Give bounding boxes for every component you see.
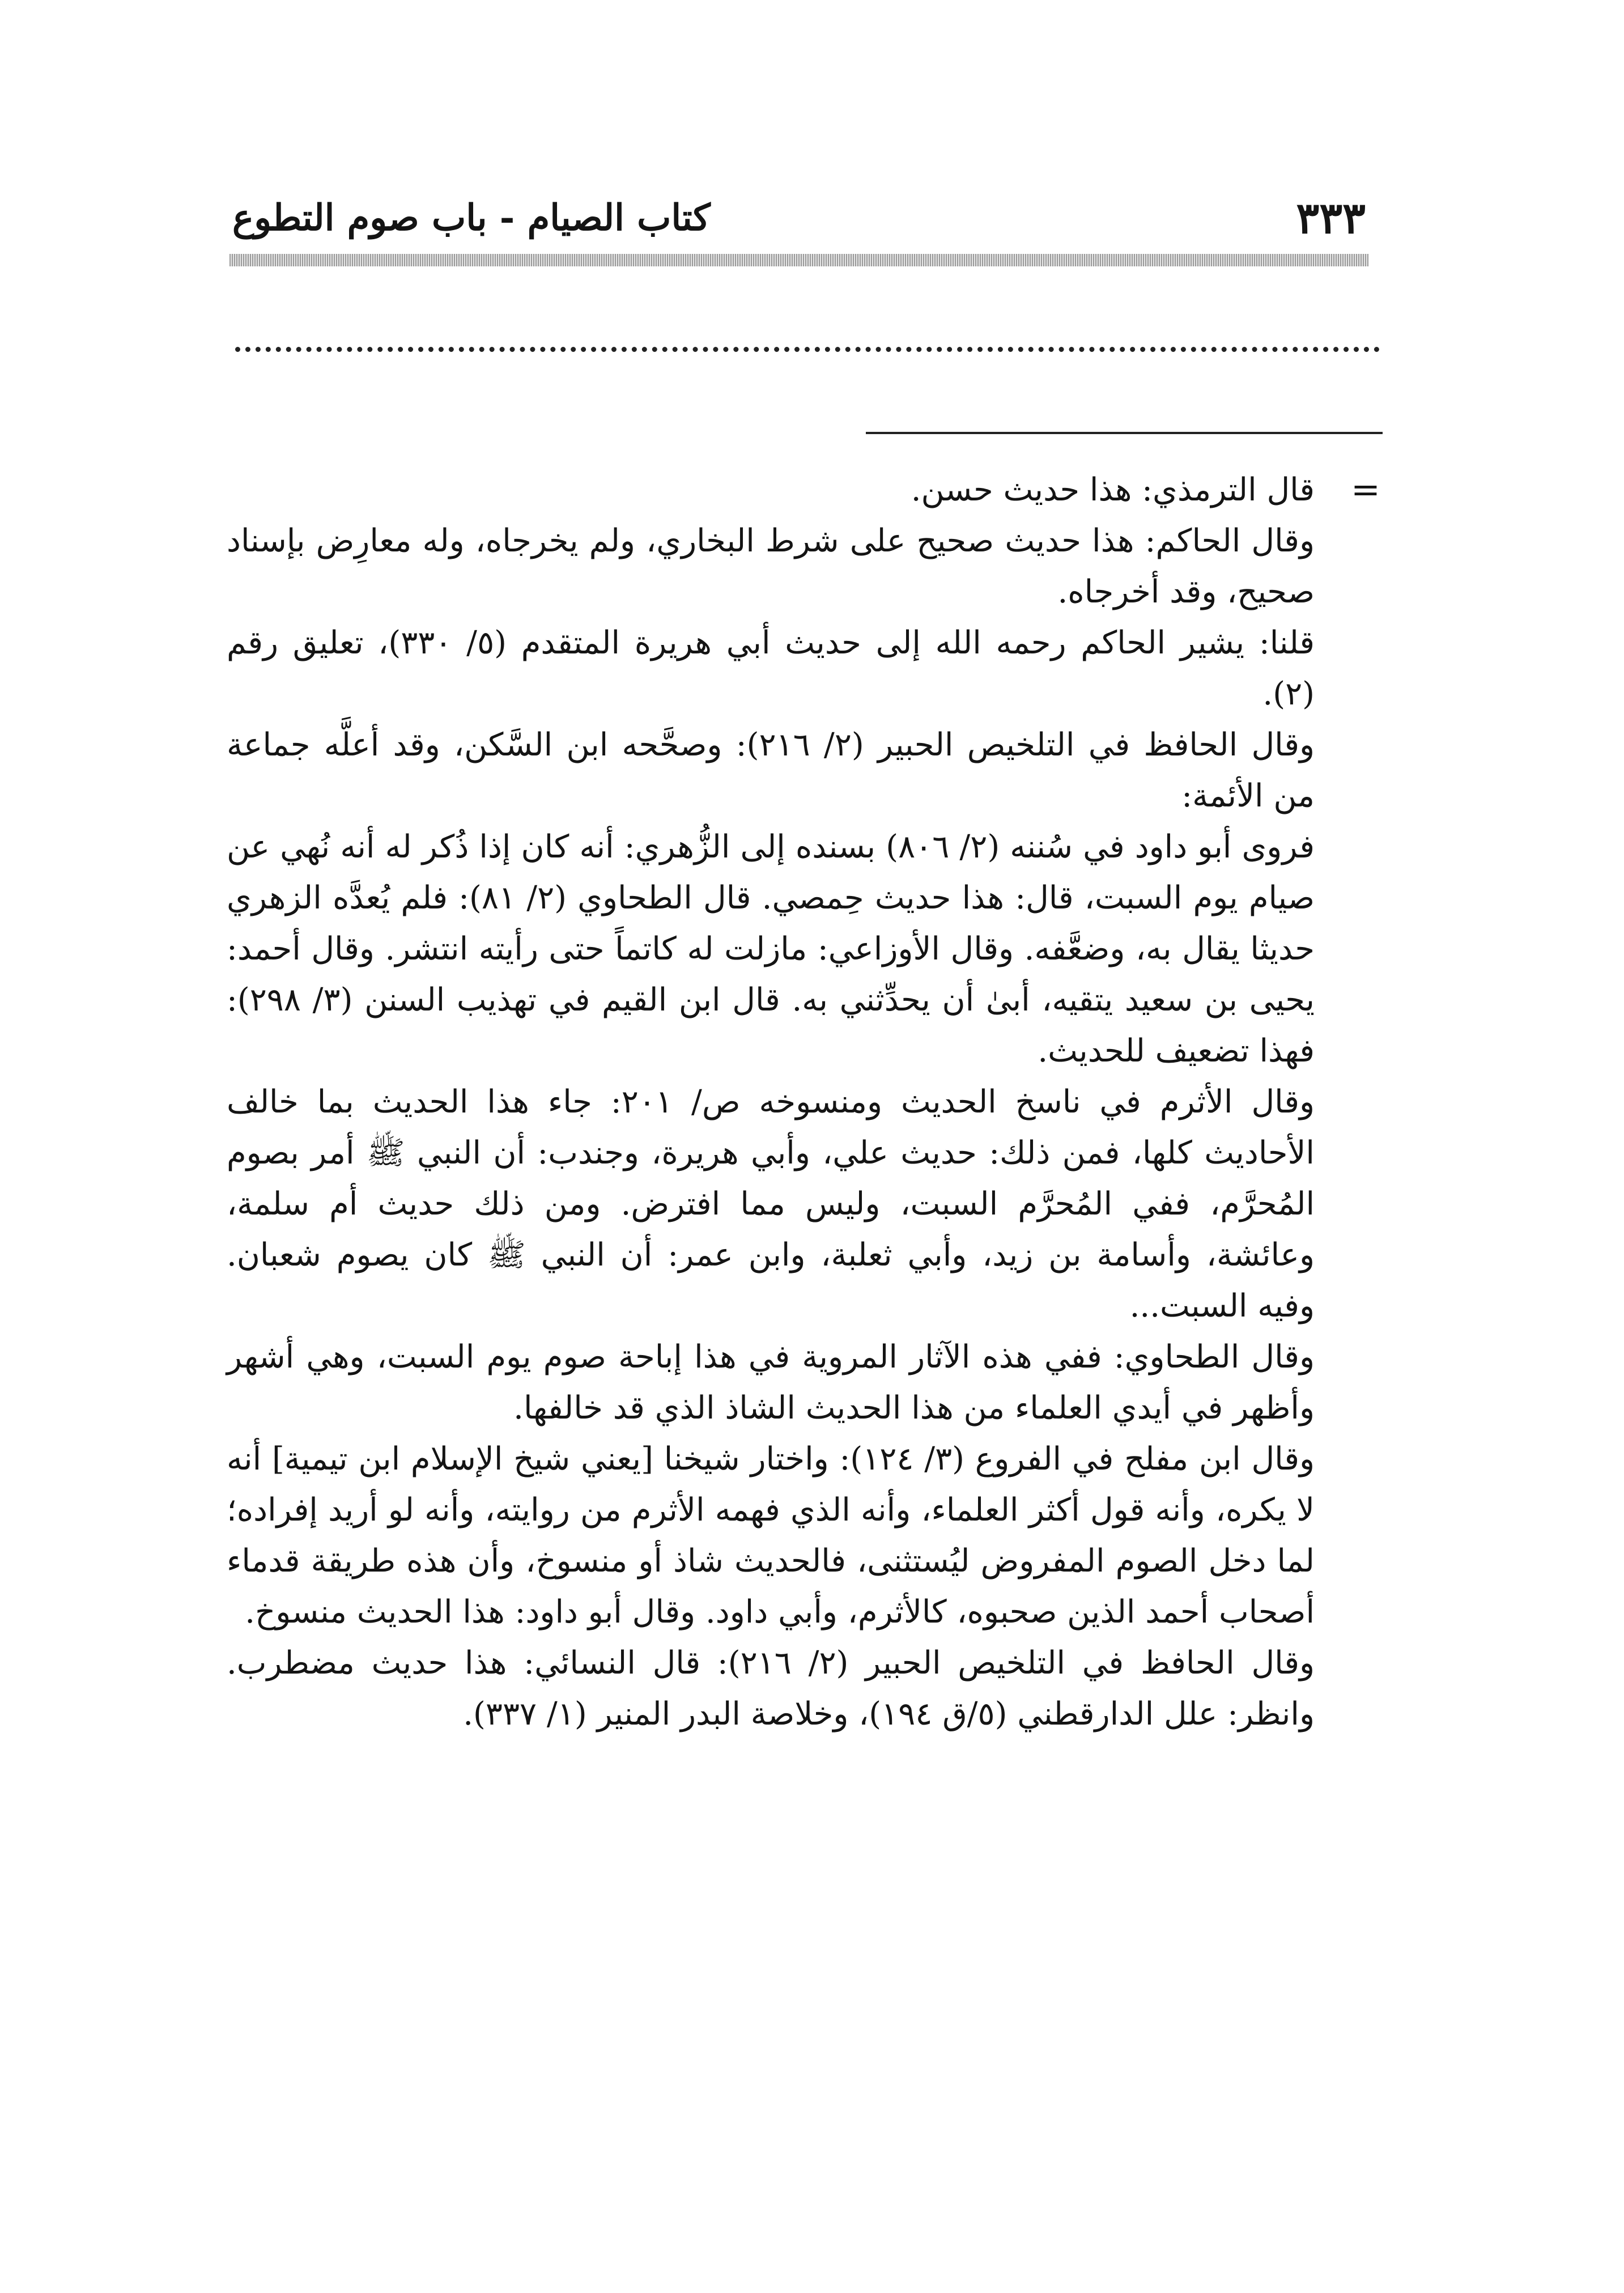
footnote-paragraph: قلنا: يشير الحاكم رحمه الله إلى حديث أبي هريرة المتقدم (٥/ ٣٣٠)، تعليق رقم (٢).: [227, 625, 1315, 712]
footnote-paragraph: وقال الطحاوي: ففي هذه الآثار المروية في هذا إباحة صوم يوم السبت، وهي أشهر وأظهر في أيدي العلماء من هذا الحديث الشاذ الذي قد خالفها.: [227, 1339, 1315, 1426]
footnote-rule: [866, 432, 1383, 434]
footnote-paragraph: وقال الحافظ في التلخيص الحبير (٢/ ٢١٦): قال النسائي: هذا حديث مضطرب. وانظر: علل الدارقطني (٥/ق ١٩٤)، وخلاصة البدر المنير (١/ ٣٣٧).: [227, 1645, 1315, 1733]
footnote-paragraph: وقال الحاكم: هذا حديث صحيح على شرط البخاري، ولم يخرجاه، وله معارِض بإسناد صحيح، وقد أخرجاه.: [227, 523, 1315, 610]
running-title: كتاب الصيام - باب صوم التطوع: [232, 197, 711, 239]
dotted-separator: [235, 347, 1380, 352]
page-header: [232, 187, 1366, 249]
footnote-paragraph: وقال الحافظ في التلخيص الحبير (٢/ ٢١٦): وصحَّحه ابن السَّكن، وقد أعلَّه جماعة من الأئمة:: [227, 727, 1315, 814]
footnote-continuation-marker: =: [1351, 469, 1380, 510]
footnote-paragraph: قال الترمذي: هذا حديث حسن.: [911, 472, 1315, 508]
footnote-paragraph: وقال ابن مفلح في الفروع (٣/ ١٢٤): واختار شيخنا [يعني شيخ الإسلام ابن تيمية] أنه لا يكره، وأنه قول أكثر العلماء، وأنه الذي فهمه الأثرم من روايته، وأنه لو أريد إفراده؛ لما دخل الصوم المفروض ليُستثنى، فالحديث شاذ أو منسوخ، وأن هذه طريقة قدماء أصحاب أحمد الذين صحبوه، كالأثرم، وأبي داود. وقال أبو داود: هذا الحديث منسوخ.: [227, 1441, 1315, 1630]
page-number: ٣٣٣: [1296, 193, 1366, 243]
footnote-body: [227, 465, 1315, 1740]
header-rule: [229, 254, 1368, 266]
footnote-paragraph: وقال الأثرم في ناسخ الحديث ومنسوخه ص/ ٢٠١: جاء هذا الحديث بما خالف الأحاديث كلها، فمن ذلك: حديث علي، وأبي هريرة، وجندب: أن النبي ﷺ أمر بصوم المُحرَّم، ففي المُحرَّم السبت، وليس مما افترض. ومن ذلك حديث أم سلمة، وعائشة، وأسامة بن زيد، وأبي ثعلبة، وابن عمر: أن النبي ﷺ كان يصوم شعبان. وفيه السبت...: [227, 1084, 1315, 1324]
footnote-paragraph: فروى أبو داود في سُننه (٢/ ٨٠٦) بسنده إلى الزُّهري: أنه كان إذا ذُكر له أنه نُهي عن صيام يوم السبت، قال: هذا حديث حِمصي. قال الطحاوي (٢/ ٨١): فلم يُعدَّه الزهري حديثا يقال به، وضعَّفه. وقال الأوزاعي: مازلت له كاتماً حتى رأيته انتشر. وقال أحمد: يحيى بن سعيد يتقيه، أبىٰ أن يحدِّثني به. قال ابن القيم في تهذيب السنن (٣/ ٢٩٨): فهذا تضعيف للحديث.: [227, 829, 1315, 1069]
